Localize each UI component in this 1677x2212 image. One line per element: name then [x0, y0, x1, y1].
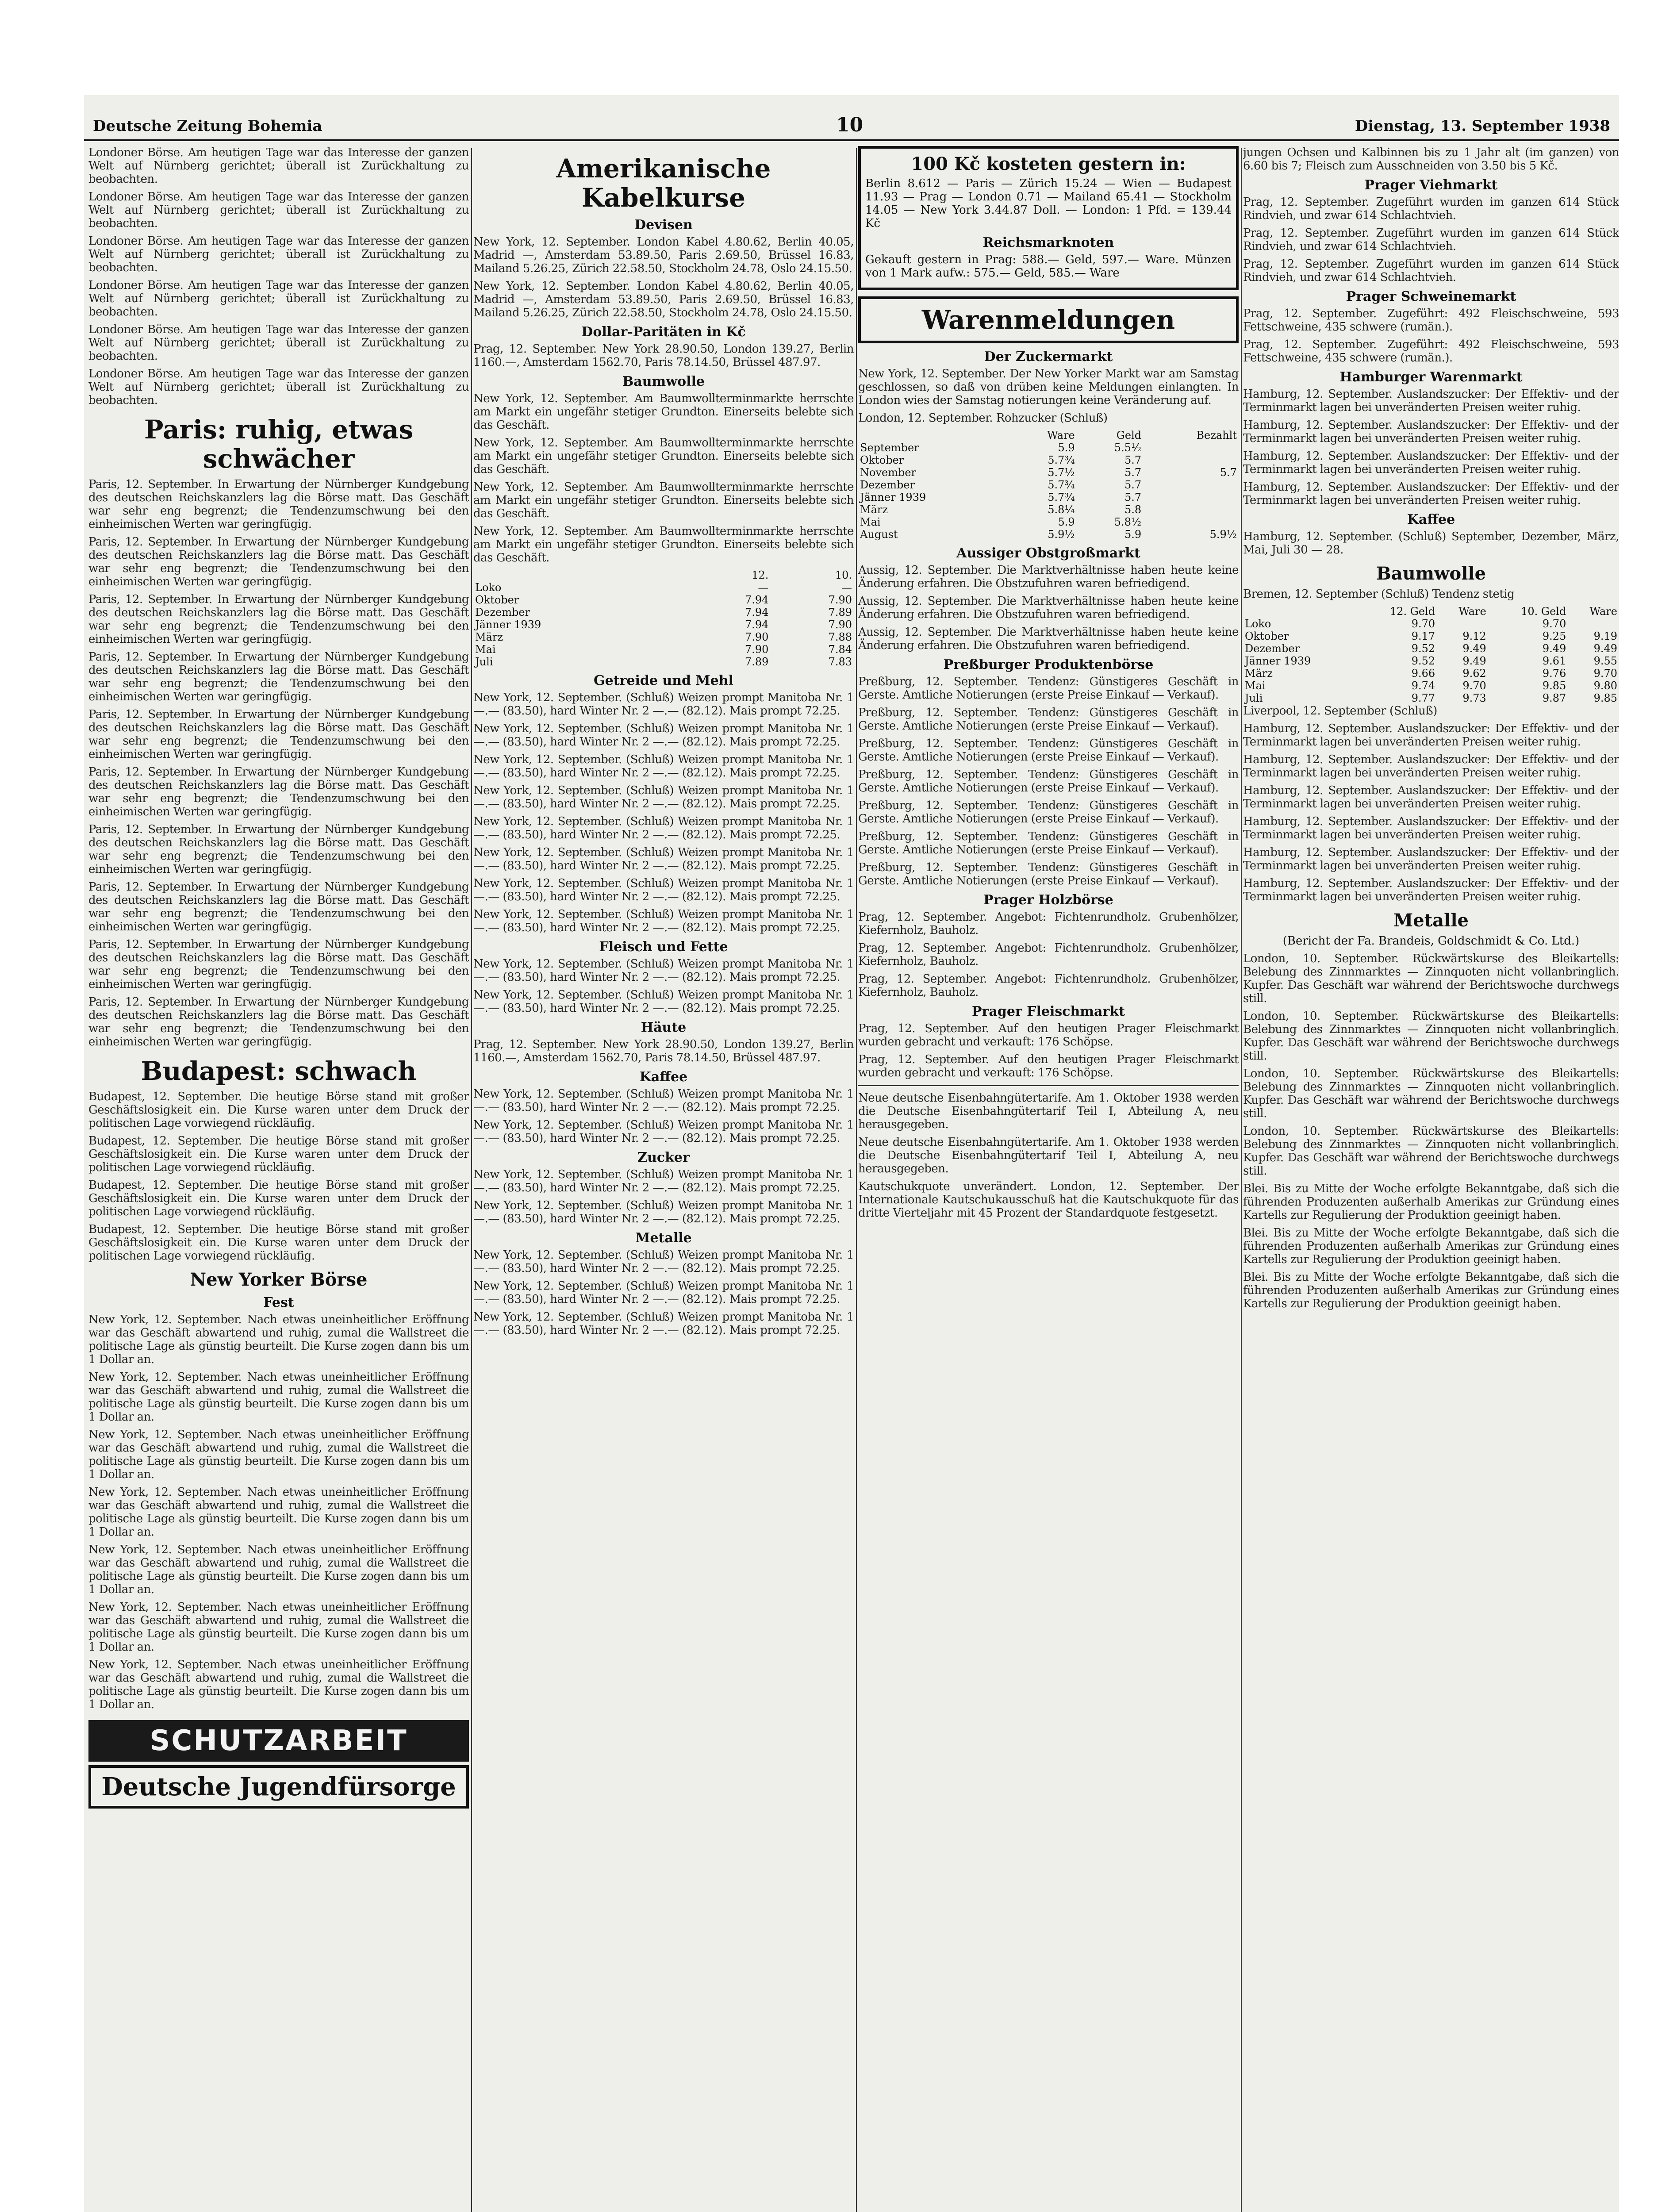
table-header-row: Ware Geld Bezahlt — [1047, 429, 1237, 442]
paper-name: Deutsche Zeitung Bohemia — [93, 117, 322, 135]
body-text: Preßburg, 12. September. Tendenz: Günstigeres Geschäft in Gerste. Amtliche Notierungen (erste Preise Einkauf — Verkauf). — [858, 861, 1239, 887]
body-text: New York, 12. September. (Schluß) Weizen prompt Manitoba Nr. 1 —.— (83.50), hard Winter Nr. 2 —.— (82.12). Mais prompt 72.25. — [473, 1199, 854, 1225]
body-text: New York, 12. September. (Schluß) Weizen prompt Manitoba Nr. 1 —.— (83.50), hard Winter Nr. 2 —.— (82.12). Mais prompt 72.25. — [473, 846, 854, 872]
body-text: Paris, 12. September. In Erwartung der Nürnberger Kundgebung des deutschen Reichskanzlers lag die Börse matt. Das Geschäft war sehr eng begrenzt; die Tendenzumschwung bei den einheimischen Werten war geringfügig. — [88, 823, 469, 876]
hamburg-subhead: Hamburger Warenmarkt — [1339, 369, 1523, 385]
obstmarkt-subhead: Aussiger Obstgroßmarkt — [956, 545, 1140, 561]
body-text: Prag, 12. September. Angebot: Fichtenrundholz. Grubenhölzer, Kiefernholz, Bauholz. — [858, 972, 1239, 999]
haeute-subhead: Häute — [641, 1020, 687, 1035]
table-row: Jänner 1939 5.7¾ 5.7 — [860, 491, 1142, 503]
body-text: Hamburg, 12. September. Auslandszucker: Der Effektiv- und der Terminmarkt lagen bei unveränderten Preisen weiter ruhig. — [1243, 480, 1619, 507]
body-text: Preßburg, 12. September. Tendenz: Günstigeres Geschäft in Gerste. Amtliche Notierungen (erste Preise Einkauf — Verkauf). — [858, 706, 1239, 733]
body-text: Londoner Börse. Am heutigen Tage war das Interesse der ganzen Welt auf Nürnberg gerichtet; überall ist Zurückhaltung zu beobachten. — [88, 234, 469, 274]
reichsmark-text: Gekauft gestern in Prag: 588.— Geld, 597.— Ware. Münzen von 1 Mark aufw.: 575.— Geld, 585.— Ware — [865, 253, 1232, 280]
masthead — [84, 108, 1619, 139]
body-text: New York, 12. September. Nach etwas uneinheitlicher Eröffnung war das Geschäft abwartend und ruhig, zumal die Wallstreet die politische Lage als günstig beurteilt. Die Kurse zogen dann bis um 1 Dollar an. — [88, 1601, 469, 1654]
kautschuk-text: Kautschukquote unverändert. London, 12. September. Der Internationale Kautschukausschuß hat die Kautschukquote für das dritte Vierteljahr mit 45 Prozent der Standardquote festgesetzt. — [858, 1180, 1239, 1220]
body-text: New York, 12. September. (Schluß) Weizen prompt Manitoba Nr. 1 —.— (83.50), hard Winter Nr. 2 —.— (82.12). Mais prompt 72.25. — [473, 722, 854, 749]
body-text: New York, 12. September. (Schluß) Weizen prompt Manitoba Nr. 1 —.— (83.50), hard Winter Nr. 2 —.— (82.12). Mais prompt 72.25. — [473, 784, 854, 810]
advertisement-jugendfuersorge: Deutsche Jugendfürsorge — [88, 1765, 469, 1809]
body-text: Preßburg, 12. September. Tendenz: Günstigeres Geschäft in Gerste. Amtliche Notierungen (erste Preise Einkauf — Verkauf). — [858, 737, 1239, 764]
body-text: London, 10. September. Rückwärtskurse des Bleikartells: Belebung des Zinnmarktes — Zinnquoten nicht vollanbringlich. Kupfer. Das Geschäft war während der Berichtswoche durchwegs still. — [1243, 1010, 1619, 1063]
body-text: Hamburg, 12. September. Auslandszucker: Der Effektiv- und der Terminmarkt lagen bei unveränderten Preisen weiter ruhig. — [1243, 877, 1619, 903]
london-intro: Londoner Börse. Am heutigen Tage war das Interesse der ganzen Welt auf Nürnberg gerichtet; überall ist Zurückhaltung zu beobachten. — [88, 146, 469, 186]
viehmarkt-text: Prag, 12. September. Zugeführt wurden im ganzen 614 Stück Rindvieh, und zwar 614 Schlachtvieh. — [1243, 196, 1619, 222]
reichsmark-subhead: Reichsmarknoten — [982, 235, 1114, 250]
body-text: Prag, 12. September. New York 28.90.50, London 139.27, Berlin 1160.—, Amsterdam 1562.70, Paris 78.14.50, Brüssel 487.97. — [473, 1038, 854, 1064]
body-text: Hamburg, 12. September. Auslandszucker: Der Effektiv- und der Terminmarkt lagen bei unveränderten Preisen weiter ruhig. — [1243, 784, 1619, 810]
body-text: Preßburg, 12. September. Tendenz: Günstigeres Geschäft in Gerste. Amtliche Notierungen (erste Preise Einkauf — Verkauf). — [858, 768, 1239, 795]
zuckermarkt-text: New York, 12. September. Der New Yorker Markt war am Samstag geschlossen, so daß von drüben keine Meldungen einlangten. In London wies der Samstag notierungen keine Veränderung auf. — [858, 367, 1239, 407]
body-text: Paris, 12. September. In Erwartung der Nürnberger Kundgebung des deutschen Reichskanzlers lag die Börse matt. Das Geschäft war sehr eng begrenzt; die Tendenzumschwung bei den einheimischen Werten war geringfügig. — [88, 535, 469, 588]
column-divider — [856, 148, 857, 2212]
metalle-headline: Metalle — [1393, 910, 1469, 931]
body-text: New York, 12. September. (Schluß) Weizen prompt Manitoba Nr. 1 —.— (83.50), hard Winter Nr. 2 —.— (82.12). Mais prompt 72.25. — [473, 753, 854, 780]
baumwolle-text: New York, 12. September. Am Baumwollterminmarkte herrschte am Markt ein ungefähr stetiger Grundton. Einerseits belebte sich das Geschäft. — [473, 392, 854, 432]
table-row: Dezember 5.7¾ 5.7 — [860, 479, 1142, 491]
produktenboerse-text: Preßburg, 12. September. Tendenz: Günstigeres Geschäft in Gerste. Amtliche Notierungen (erste Preise Einkauf — Verkauf). — [858, 675, 1239, 702]
produktenboerse-subhead: Preßburger Produktenbörse — [943, 657, 1154, 672]
body-text: Londoner Börse. Am heutigen Tage war das Interesse der ganzen Welt auf Nürnberg gerichtet; überall ist Zurückhaltung zu beobachten. — [88, 279, 469, 319]
baumwolle-headline: Baumwolle — [1376, 563, 1486, 584]
warenmeldungen-banner — [858, 296, 1239, 343]
body-text: Paris, 12. September. In Erwartung der Nürnberger Kundgebung des deutschen Reichskanzlers lag die Börse matt. Das Geschäft war sehr eng begrenzt; die Tendenzumschwung bei den einheimischen Werten war geringfügig. — [88, 880, 469, 933]
exchange-box — [858, 146, 1239, 290]
budapest-text: Budapest, 12. September. Die heutige Börse stand mit großer Geschäftslosigkeit ein. Die Kurse waren unter dem Druck der politischen Lage vorwiegend rückläufig. — [88, 1090, 469, 1130]
body-text: New York, 12. September. (Schluß) Weizen prompt Manitoba Nr. 1 —.— (83.50), hard Winter Nr. 2 —.— (82.12). Mais prompt 72.25. — [473, 1118, 854, 1145]
body-text: New York, 12. September. Nach etwas uneinheitlicher Eröffnung war das Geschäft abwartend und ruhig, zumal die Wallstreet die politische Lage als günstig beurteilt. Die Kurse zogen dann bis um 1 Dollar an. — [88, 1658, 469, 1711]
newyork-text: New York, 12. September. Nach etwas uneinheitlicher Eröffnung war das Geschäft abwartend und ruhig, zumal die Wallstreet die politische Lage als günstig beurteilt. Die Kurse zogen dann bis um 1 Dollar an. — [88, 1313, 469, 1366]
body-text: New York, 12. September. Am Baumwollterminmarkte herrschte am Markt ein ungefähr stetiger Grundton. Einerseits belebte sich das Geschäft. — [473, 436, 854, 476]
viehmarkt-subhead: Prager Viehmarkt — [1364, 177, 1498, 193]
body-text: New York, 12. September. (Schluß) Weizen prompt Manitoba Nr. 1 —.— (83.50), hard Winter Nr. 2 —.— (82.12). Mais prompt 72.25. — [473, 877, 854, 903]
body-text: London, 10. September. Rückwärtskurse des Bleikartells: Belebung des Zinnmarktes — Zinnquoten nicht vollanbringlich. Kupfer. Das Geschäft war während der Berichtswoche durchwegs still. — [1243, 1125, 1619, 1178]
advertisement-schutzarbeit: SCHUTZARBEIT — [88, 1720, 469, 1762]
table-row: Jänner 1939 7.94 7.90 — [475, 618, 852, 631]
dollar-text: Prag, 12. September. New York 28.90.50, London 139.27, Berlin 1160.—, Amsterdam 1562.70, Paris 78.14.50, Brüssel 487.97. — [473, 342, 854, 369]
body-text: New York, 12. September. Nach etwas uneinheitlicher Eröffnung war das Geschäft abwartend und ruhig, zumal die Wallstreet die politische Lage als günstig beurteilt. Die Kurse zogen dann bis um 1 Dollar an. — [88, 1486, 469, 1539]
body-text: Prag, 12. September. Zugeführt wurden im ganzen 614 Stück Rindvieh, und zwar 614 Schlachtvieh. — [1243, 227, 1619, 253]
table-header-row: 12. 10. — [752, 569, 852, 581]
exchange-box-text: Berlin 8.612 — Paris — Zürich 15.24 — Wien — Budapest 11.93 — Prag — London 0.71 — Mailand 65.41 — Stockholm 14.05 — New York 3.44.87 Doll. — London: 1 Pfd. = 139.44 Kč — [865, 177, 1232, 230]
table-row: Mai 9.74 9.70 9.85 9.80 — [1245, 680, 1617, 692]
exchange-box-title: 100 Kč kosteten gestern in: — [911, 154, 1186, 174]
body-text: New York, 12. September. (Schluß) Weizen prompt Manitoba Nr. 1 —.— (83.50), hard Winter Nr. 2 —.— (82.12). Mais prompt 72.25. — [473, 988, 854, 1015]
body-text: Budapest, 12. September. Die heutige Börse stand mit großer Geschäftslosigkeit ein. Die Kurse waren unter dem Druck der politischen Lage vorwiegend rückläufig. — [88, 1134, 469, 1174]
table-row: Dezember 7.94 7.89 — [475, 606, 852, 618]
body-text: New York, 12. September. (Schluß) Weizen prompt Manitoba Nr. 1 —.— (83.50), hard Winter Nr. 2 —.— (82.12). Mais prompt 72.25. — [473, 815, 854, 841]
body-text: New York, 12. September. London Kabel 4.80.62, Berlin 40.05, Madrid —, Amsterdam 53.89.50, Paris 2.69.50, Brüssel 16.83, Mailand 5.26.25, Zürich 22.58.50, Stockholm 24.78, Oslo 24.15.50. — [473, 280, 854, 319]
table-row: Dezember 9.52 9.49 9.49 9.49 — [1245, 642, 1617, 655]
column-3 — [858, 146, 1239, 1224]
body-text: Blei. Bis zu Mitte der Woche erfolgte Bekanntgabe, daß sich die führenden Produzenten außerhalb Amerikas zur Gründung eines Kartells zur Regulierung der Produktion geeinigt haben. — [1243, 1271, 1619, 1310]
body-text: Paris, 12. September. In Erwartung der Nürnberger Kundgebung des deutschen Reichskanzlers lag die Börse matt. Das Geschäft war sehr eng begrenzt; die Tendenzumschwung bei den einheimischen Werten war geringfügig. — [88, 708, 469, 761]
body-text: Hamburg, 12. September. Auslandszucker: Der Effektiv- und der Terminmarkt lagen bei unveränderten Preisen weiter ruhig. — [1243, 753, 1619, 780]
tarif-text: Neue deutsche Eisenbahngütertarife. Am 1. Oktober 1938 werden die Deutsche Eisenbahngütertarif Teil I, Abteilung A, neu herausgegeben. — [858, 1091, 1239, 1131]
body-text: Paris, 12. September. In Erwartung der Nürnberger Kundgebung des deutschen Reichskanzlers lag die Börse matt. Das Geschäft war sehr eng begrenzt; die Tendenzumschwung bei den einheimischen Werten war geringfügig. — [88, 593, 469, 646]
schweinemarkt-subhead: Prager Schweinemarkt — [1346, 289, 1516, 304]
metalle-subhead: Metalle — [635, 1230, 692, 1246]
body-text: New York, 12. September. (Schluß) Weizen prompt Manitoba Nr. 1 —.— (83.50), hard Winter Nr. 2 —.— (82.12). Mais prompt 72.25. — [473, 1279, 854, 1306]
devisen-text: New York, 12. September. London Kabel 4.80.62, Berlin 40.05, Madrid —, Amsterdam 53.89.50, Paris 2.69.50, Brüssel 16.83, Mailand 5.26.25, Zürich 22.58.50, Stockholm 24.78, Oslo 24.15.50. — [473, 235, 854, 275]
body-text: London, 10. September. Rückwärtskurse des Bleikartells: Belebung des Zinnmarktes — Zinnquoten nicht vollanbringlich. Kupfer. Das Geschäft war während der Berichtswoche durchwegs still. — [1243, 1067, 1619, 1120]
column-4 — [1243, 146, 1619, 1315]
page-number: 10 — [836, 114, 863, 136]
newspaper-page — [84, 95, 1619, 2212]
warenmeldungen-headline: Warenmeldungen — [921, 305, 1175, 335]
holzboerse-text: Prag, 12. September. Angebot: Fichtenrundholz. Grubenhölzer, Kiefernholz, Bauholz. — [858, 910, 1239, 937]
paris-headline: Paris: ruhig, etwas schwächer — [144, 415, 414, 474]
column-2 — [473, 146, 854, 1341]
body-text: New York, 12. September. Nach etwas uneinheitlicher Eröffnung war das Geschäft abwartend und ruhig, zumal die Wallstreet die politische Lage als günstig beurteilt. Die Kurse zogen dann bis um 1 Dollar an. — [88, 1371, 469, 1424]
blei-text: Blei. Bis zu Mitte der Woche erfolgte Bekanntgabe, daß sich die führenden Produzenten außerhalb Amerikas zur Gründung eines Kartells zur Regulierung der Produktion geeinigt haben. — [1243, 1182, 1619, 1222]
continued-text: jungen Ochsen und Kalbinnen bis zu 1 Jahr alt (im ganzen) von 6.60 bis 7; Fleisch zum Ausschneiden von 3.50 bis 5 Kč. — [1243, 146, 1619, 173]
table-row: Oktober 9.17 9.12 9.25 9.19 — [1245, 630, 1617, 642]
column-divider — [471, 148, 472, 2212]
column-divider — [1241, 148, 1242, 2212]
london-sugar-header: London, 12. September. Rohzucker (Schluß) — [858, 411, 1108, 425]
table-row: Jänner 1939 9.52 9.49 9.61 9.55 — [1245, 655, 1617, 667]
body-text: Hamburg, 12. September. Auslandszucker: Der Effektiv- und der Terminmarkt lagen bei unveränderten Preisen weiter ruhig. — [1243, 846, 1619, 872]
body-text: New York, 12. September. (Schluß) Weizen prompt Manitoba Nr. 1 —.— (83.50), hard Winter Nr. 2 —.— (82.12). Mais prompt 72.25. — [473, 1248, 854, 1275]
body-text: New York, 12. September. (Schluß) Weizen prompt Manitoba Nr. 1 —.— (83.50), hard Winter Nr. 2 —.— (82.12). Mais prompt 72.25. — [473, 957, 854, 984]
kaffee-subhead: Kaffee — [1407, 512, 1455, 527]
getreide-subhead: Getreide und Mehl — [594, 673, 733, 688]
table-row: Oktober 5.7¾ 5.7 — [860, 454, 1142, 466]
body-text: New York, 12. September. Am Baumwollterminmarkte herrschte am Markt ein ungefähr stetiger Grundton. Einerseits belebte sich das Geschäft. — [473, 480, 854, 520]
body-text: New York, 12. September. (Schluß) Weizen prompt Manitoba Nr. 1 —.— (83.50), hard Winter Nr. 2 —.— (82.12). Mais prompt 72.25. — [473, 1087, 854, 1114]
table-row: Mai 7.90 7.84 — [475, 643, 852, 656]
body-text: New York, 12. September. Nach etwas uneinheitlicher Eröffnung war das Geschäft abwartend und ruhig, zumal die Wallstreet die politische Lage als günstig beurteilt. Die Kurse zogen dann bis um 1 Dollar an. — [88, 1543, 469, 1596]
table-row: Juli 9.77 9.73 9.87 9.85 — [1245, 692, 1617, 704]
table-row: August 5.9½ 5.9 5.9½ — [860, 528, 1237, 541]
getreide-text: New York, 12. September. (Schluß) Weizen prompt Manitoba Nr. 1 —.— (83.50), hard Winter Nr. 2 —.— (82.12). Mais prompt 72.25. — [473, 691, 854, 718]
column-1 — [88, 146, 469, 1809]
body-text: New York, 12. September. (Schluß) Weizen prompt Manitoba Nr. 1 —.— (83.50), hard Winter Nr. 2 —.— (82.12). Mais prompt 72.25. — [473, 1168, 854, 1194]
body-text: Prag, 12. September. Zugeführt: 492 Fleischschweine, 593 Fettschweine, 435 schwere (rumän.). — [1243, 338, 1619, 365]
body-text: Aussig, 12. September. Die Marktverhältnisse haben heute keine Änderung erfahren. Die Obstzufuhren waren befriedigend. — [858, 595, 1239, 621]
metalle-source: (Bericht der Fa. Brandeis, Goldschmidt & Co. Ltd.) — [1282, 934, 1580, 948]
dollar-subhead: Dollar-Paritäten in Kč — [581, 324, 746, 340]
table-row: Loko — — — [475, 581, 852, 594]
body-text: Paris, 12. September. In Erwartung der Nürnberger Kundgebung des deutschen Reichskanzlers lag die Börse matt. Das Geschäft war sehr eng begrenzt; die Tendenzumschwung bei den einheimischen Werten war geringfügig. — [88, 938, 469, 991]
paris-text: Paris, 12. September. In Erwartung der Nürnberger Kundgebung des deutschen Reichskanzlers lag die Börse matt. Das Geschäft war sehr eng begrenzt; die Tendenzumschwung bei den einheimischen Werten war geringfügig. — [88, 478, 469, 531]
body-text: Prag, 12. September. Angebot: Fichtenrundholz. Grubenhölzer, Kiefernholz, Bauholz. — [858, 941, 1239, 968]
bremen-header: Bremen, 12. September (Schluß) Tendenz stetig — [1243, 588, 1515, 601]
body-text: Paris, 12. September. In Erwartung der Nürnberger Kundgebung des deutschen Reichskanzlers lag die Börse matt. Das Geschäft war sehr eng begrenzt; die Tendenzumschwung bei den einheimischen Werten war geringfügig. — [88, 765, 469, 818]
table-row: März 5.8¼ 5.8 — [860, 503, 1142, 516]
baumwolle-subhead: Baumwolle — [622, 374, 705, 389]
devisen-subhead: Devisen — [634, 217, 693, 233]
table-row: März 7.90 7.88 — [475, 631, 852, 643]
fleischmarkt-subhead: Prager Fleischmarkt — [972, 1004, 1125, 1019]
body-text: Londoner Börse. Am heutigen Tage war das Interesse der ganzen Welt auf Nürnberg gerichtet; überall ist Zurückhaltung zu beobachten. — [88, 367, 469, 407]
newyork-headline: New Yorker Börse — [190, 1269, 368, 1290]
body-text: Prag, 12. September. Auf den heutigen Prager Fleischmarkt wurden gebracht und verkauft: 176 Schöpse. — [858, 1053, 1239, 1079]
body-text: Hamburg, 12. September. Auslandszucker: Der Effektiv- und der Terminmarkt lagen bei unveränderten Preisen weiter ruhig. — [1243, 419, 1619, 445]
kaffee-subhead: Kaffee — [639, 1069, 688, 1085]
table-row: Oktober 7.94 7.90 — [475, 594, 852, 606]
kabelkurse-headline: Amerikanische Kabelkurse — [556, 154, 771, 213]
table-row: Juli 7.89 7.83 — [475, 656, 852, 668]
body-text: Paris, 12. September. In Erwartung der Nürnberger Kundgebung des deutschen Reichskanzlers lag die Börse matt. Das Geschäft war sehr eng begrenzt; die Tendenzumschwung bei den einheimischen Werten war geringfügig. — [88, 650, 469, 703]
body-text: Hamburg, 12. September. Auslandszucker: Der Effektiv- und der Terminmarkt lagen bei unveränderten Preisen weiter ruhig. — [1243, 722, 1619, 749]
cotton-futures-table — [473, 569, 854, 668]
body-text: New York, 12. September. Am Baumwollterminmarkte herrschte am Markt ein ungefähr stetiger Grundton. Einerseits belebte sich das Geschäft. — [473, 525, 854, 565]
bremen-cotton-table — [1243, 605, 1619, 704]
schweinemarkt-text: Prag, 12. September. Zugeführt: 492 Fleischschweine, 593 Fettschweine, 435 schwere (rumän.). — [1243, 307, 1619, 334]
table-header-row: 12. Geld Ware 10. Geld Ware — [1389, 605, 1617, 618]
table-row: Mai 5.9 5.8½ — [860, 516, 1142, 528]
issue-date: Dienstag, 13. September 1938 — [1355, 117, 1610, 135]
body-text: Neue deutsche Eisenbahngütertarife. Am 1. Oktober 1938 werden die Deutsche Eisenbahngütertarif Teil I, Abteilung A, neu herausgegeben. — [858, 1136, 1239, 1175]
body-text: Prag, 12. September. Zugeführt wurden im ganzen 614 Stück Rindvieh, und zwar 614 Schlachtvieh. — [1243, 257, 1619, 284]
body-text: Paris, 12. September. In Erwartung der Nürnberger Kundgebung des deutschen Reichskanzlers lag die Börse matt. Das Geschäft war sehr eng begrenzt; die Tendenzumschwung bei den einheimischen Werten war geringfügig. — [88, 995, 469, 1048]
body-text: Aussig, 12. September. Die Marktverhältnisse haben heute keine Änderung erfahren. Die Obstzufuhren waren befriedigend. — [858, 626, 1239, 652]
body-text: Hamburg, 12. September. Auslandszucker: Der Effektiv- und der Terminmarkt lagen bei unveränderten Preisen weiter ruhig. — [1243, 815, 1619, 841]
hamburg-text: Hamburg, 12. September. Auslandszucker: Der Effektiv- und der Terminmarkt lagen bei unveränderten Preisen weiter ruhig. — [1243, 388, 1619, 414]
zucker-subhead: Zucker — [637, 1150, 690, 1165]
table-row: September 5.9 5.5½ — [860, 442, 1142, 454]
budapest-headline: Budapest: schwach — [141, 1056, 417, 1086]
fleisch-subhead: Fleisch und Fette — [599, 939, 728, 955]
body-text: New York, 12. September. Nach etwas uneinheitlicher Eröffnung war das Geschäft abwartend und ruhig, zumal die Wallstreet die politische Lage als günstig beurteilt. Die Kurse zogen dann bis um 1 Dollar an. — [88, 1428, 469, 1481]
body-text: Preßburg, 12. September. Tendenz: Günstigeres Geschäft in Gerste. Amtliche Notierungen (erste Preise Einkauf — Verkauf). — [858, 799, 1239, 826]
obstmarkt-text: Aussig, 12. September. Die Marktverhältnisse haben heute keine Änderung erfahren. Die Obstzufuhren waren befriedigend. — [858, 564, 1239, 590]
body-text: Budapest, 12. September. Die heutige Börse stand mit großer Geschäftslosigkeit ein. Die Kurse waren unter dem Druck der politischen Lage vorwiegend rückläufig. — [88, 1179, 469, 1218]
body-text: Budapest, 12. September. Die heutige Börse stand mit großer Geschäftslosigkeit ein. Die Kurse waren unter dem Druck der politischen Lage vorwiegend rückläufig. — [88, 1223, 469, 1263]
body-text: Hamburg, 12. September. Auslandszucker: Der Effektiv- und der Terminmarkt lagen bei unveränderten Preisen weiter ruhig. — [1243, 449, 1619, 476]
body-text: Preßburg, 12. September. Tendenz: Günstigeres Geschäft in Gerste. Amtliche Notierungen (erste Preise Einkauf — Verkauf). — [858, 830, 1239, 856]
sugar-table — [858, 429, 1239, 541]
holzboerse-subhead: Prager Holzbörse — [983, 892, 1113, 908]
section-divider — [858, 1085, 1239, 1086]
body-text: New York, 12. September. (Schluß) Weizen prompt Manitoba Nr. 1 —.— (83.50), hard Winter Nr. 2 —.— (82.12). Mais prompt 72.25. — [473, 908, 854, 934]
body-text: Londoner Börse. Am heutigen Tage war das Interesse der ganzen Welt auf Nürnberg gerichtet; überall ist Zurückhaltung zu beobachten. — [88, 323, 469, 363]
table-row: März 9.66 9.62 9.76 9.70 — [1245, 667, 1617, 680]
liverpool-header: Liverpool, 12. September (Schluß) — [1243, 704, 1437, 718]
newyork-subhead: Fest — [263, 1295, 294, 1310]
table-row: Loko 9.70 9.70 — [1245, 618, 1566, 630]
masthead-rule — [84, 139, 1619, 141]
kaffee-text: Hamburg, 12. September. (Schluß) September, Dezember, März, Mai, Juli 30 — 28. — [1243, 530, 1619, 557]
body-text: Londoner Börse. Am heutigen Tage war das Interesse der ganzen Welt auf Nürnberg gerichtet; überall ist Zurückhaltung zu beobachten. — [88, 190, 469, 230]
fleischmarkt-text: Prag, 12. September. Auf den heutigen Prager Fleischmarkt wurden gebracht und verkauft: 176 Schöpse. — [858, 1022, 1239, 1048]
zuckermarkt-subhead: Der Zuckermarkt — [984, 349, 1113, 365]
body-text: New York, 12. September. (Schluß) Weizen prompt Manitoba Nr. 1 —.— (83.50), hard Winter Nr. 2 —.— (82.12). Mais prompt 72.25. — [473, 1310, 854, 1337]
body-text: Blei. Bis zu Mitte der Woche erfolgte Bekanntgabe, daß sich die führenden Produzenten außerhalb Amerikas zur Gründung eines Kartells zur Regulierung der Produktion geeinigt haben. — [1243, 1226, 1619, 1266]
table-row: November 5.7½ 5.7 5.7 — [860, 466, 1237, 479]
metalle-text: London, 10. September. Rückwärtskurse des Bleikartells: Belebung des Zinnmarktes — Zinnquoten nicht vollanbringlich. Kupfer. Das Geschäft war während der Berichtswoche durchwegs still. — [1243, 952, 1619, 1005]
